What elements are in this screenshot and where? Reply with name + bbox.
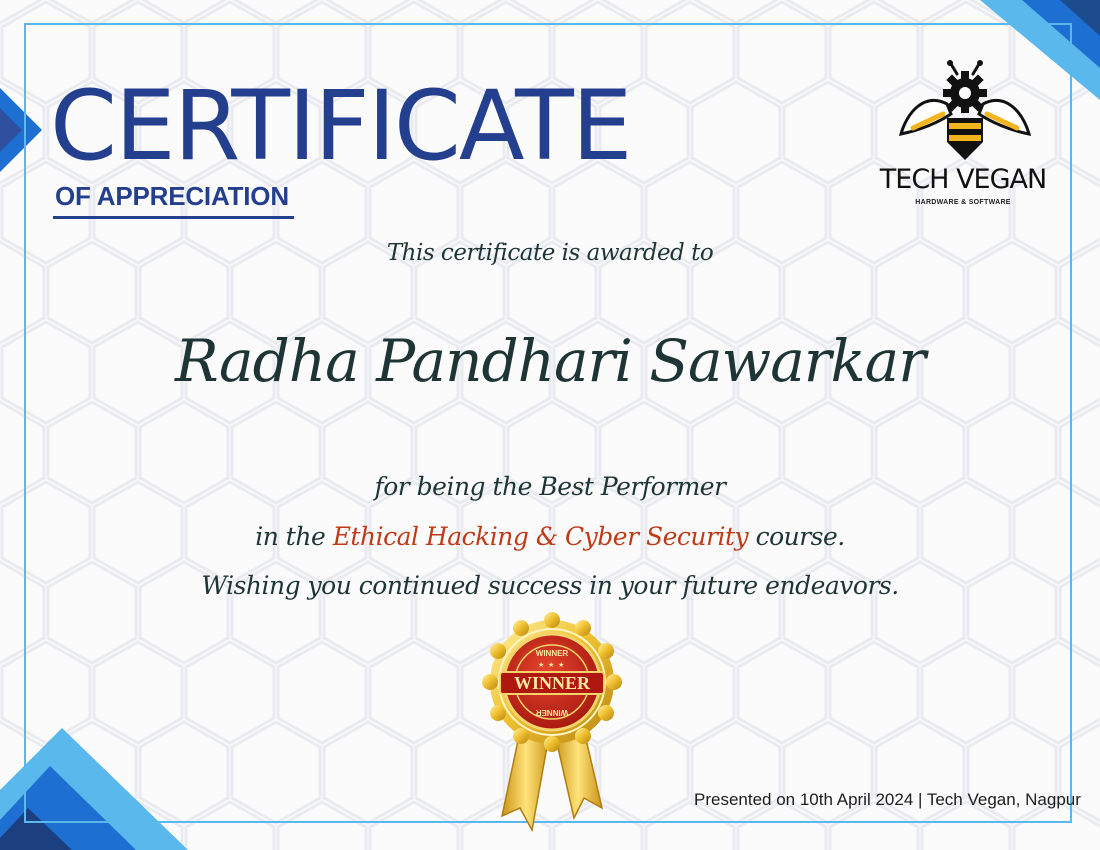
company-name: TECH VEGAN [879, 164, 1047, 195]
course-line [0, 522, 1100, 551]
recipient-name: Radha Pandhari Sawarkar [175, 327, 925, 395]
course-name: Ethical Hacking & Cyber Security [332, 522, 749, 551]
course-line-prefix: in the [255, 522, 333, 551]
certificate-title: CERTIFICATE [50, 70, 631, 182]
svg-text:★: ★ [558, 661, 565, 669]
company-tagline: HARDWARE & SOFTWARE [915, 199, 1011, 206]
course-line-suffix: course. [748, 522, 845, 551]
medal-label: WINNER [513, 673, 591, 693]
winner-medal-icon [482, 612, 622, 837]
bee-gear-icon [885, 60, 1045, 220]
award-intro: This certificate is awarded to [386, 240, 714, 266]
medal-ring-top-text: WINNER [535, 649, 569, 658]
certificate-subtitle: OF APPRECIATION [55, 181, 289, 211]
wishes-line: Wishing you continued success in your future endeavors. [201, 571, 899, 600]
svg-text:★: ★ [538, 661, 545, 669]
presented-info: Presented on 10th April 2024 | Tech Vegan, Nagpur [694, 790, 1081, 809]
svg-text:★: ★ [548, 661, 555, 669]
award-reason: for being the Best Performer [374, 472, 726, 501]
title-underline [53, 216, 294, 219]
medal-ring-bottom-text: WINNER [535, 708, 569, 717]
